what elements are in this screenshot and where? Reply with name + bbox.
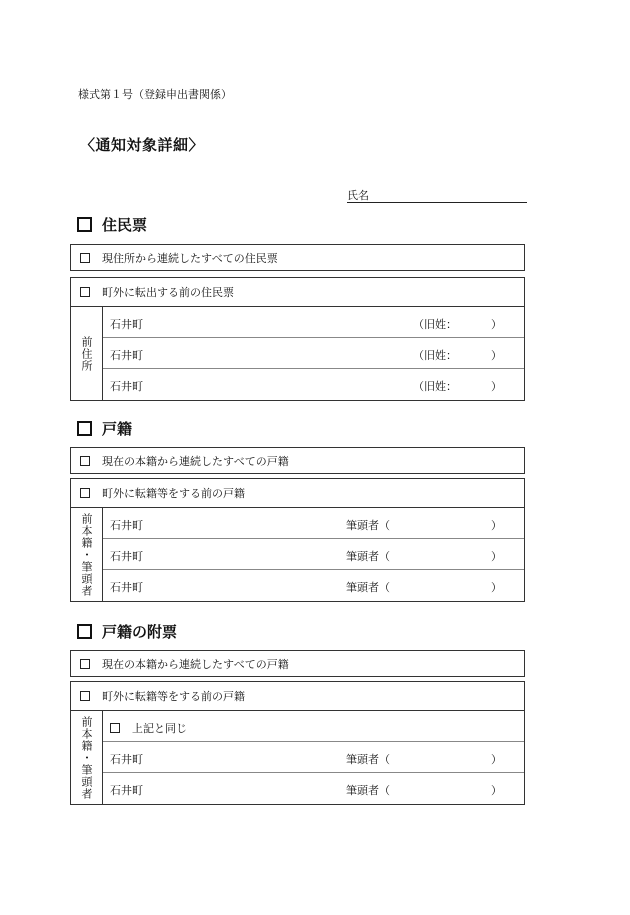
town-name: 石井町: [110, 349, 143, 362]
town-name: 石井町: [110, 581, 143, 594]
close-paren: ）: [491, 753, 502, 766]
option-label: 町外に転籍等をする前の戸籍: [102, 487, 245, 500]
name-field[interactable]: [347, 187, 527, 203]
close-paren: ）: [491, 519, 502, 532]
fuhyo-before-option[interactable]: [71, 682, 524, 711]
head-of-household-label: 筆頭者（: [346, 784, 390, 797]
head-of-household-label: 筆頭者（: [346, 753, 390, 766]
checkbox-icon[interactable]: [80, 253, 90, 263]
maiden-name-label: （旧姓：: [413, 380, 457, 393]
form-number: 様式第１号（登録申出書関係）: [78, 88, 232, 101]
table-row[interactable]: [103, 742, 524, 773]
name-label: 氏名: [347, 189, 369, 202]
checkbox-icon[interactable]: [80, 287, 90, 297]
head-of-household-label: 筆頭者（: [346, 550, 390, 563]
side-label: 前本籍・筆頭者: [80, 715, 93, 800]
section-juminhyo-heading: [77, 214, 147, 235]
close-paren: ）: [491, 581, 502, 594]
section-heading-text: 戸籍の附票: [102, 623, 178, 641]
checkbox-icon[interactable]: [80, 691, 90, 701]
checkbox-icon[interactable]: [77, 217, 92, 232]
section-heading-text: 住民票: [102, 216, 148, 234]
maiden-name-label: （旧姓：: [413, 318, 457, 331]
koseki-before-option[interactable]: [71, 479, 524, 508]
checkbox-icon[interactable]: [77, 421, 92, 436]
option-label: 現在の本籍から連続したすべての戸籍: [102, 657, 289, 671]
juminhyo-before-group: [70, 277, 525, 401]
section-heading-text: 戸籍: [102, 420, 133, 438]
option-label: 町外に転出する前の住民票: [102, 286, 234, 299]
head-of-household-label: 筆頭者（: [346, 519, 390, 532]
town-name: 石井町: [110, 753, 143, 766]
table-row[interactable]: [103, 508, 524, 539]
close-paren: ）: [491, 380, 502, 393]
town-name: 石井町: [110, 318, 143, 331]
table-row[interactable]: [103, 539, 524, 570]
table-row[interactable]: [103, 307, 524, 338]
close-paren: ）: [491, 550, 502, 563]
town-name: 石井町: [110, 784, 143, 797]
section-koseki-heading: [77, 418, 132, 439]
head-of-household-label: 筆頭者（: [346, 581, 390, 594]
town-name: 石井町: [110, 550, 143, 563]
fuhyo-before-group: [70, 681, 525, 805]
table-row[interactable]: [103, 369, 524, 400]
table-row[interactable]: [103, 773, 524, 804]
maiden-name-label: （旧姓：: [413, 349, 457, 362]
checkbox-icon[interactable]: [77, 624, 92, 639]
close-paren: ）: [491, 318, 502, 331]
option-label: 現住所から連続したすべての住民票: [102, 251, 278, 265]
table-row[interactable]: [103, 338, 524, 369]
option-label: 町外に転籍等をする前の戸籍: [102, 690, 245, 703]
juminhyo-before-option[interactable]: [71, 278, 524, 307]
close-paren: ）: [491, 349, 502, 362]
juminhyo-all-option[interactable]: [70, 244, 525, 271]
side-label: 前住所: [80, 335, 93, 372]
checkbox-icon[interactable]: [80, 659, 90, 669]
section-fuhyo-heading: [77, 621, 177, 642]
town-name: 石井町: [110, 519, 143, 532]
fuhyo-all-option[interactable]: [70, 650, 525, 677]
page-title: 〈通知対象詳細〉: [80, 136, 205, 154]
koseki-before-group: [70, 478, 525, 602]
close-paren: ）: [491, 784, 502, 797]
koseki-all-option[interactable]: [70, 447, 525, 474]
same-as-above-row[interactable]: [103, 711, 524, 742]
town-name: 石井町: [110, 380, 143, 393]
checkbox-icon[interactable]: [80, 456, 90, 466]
checkbox-icon[interactable]: [80, 488, 90, 498]
table-row[interactable]: [103, 570, 524, 601]
side-label: 前本籍・筆頭者: [80, 512, 93, 597]
option-label: 現在の本籍から連続したすべての戸籍: [102, 454, 289, 468]
same-as-above-label: 上記と同じ: [132, 722, 187, 735]
checkbox-icon[interactable]: [110, 723, 120, 733]
